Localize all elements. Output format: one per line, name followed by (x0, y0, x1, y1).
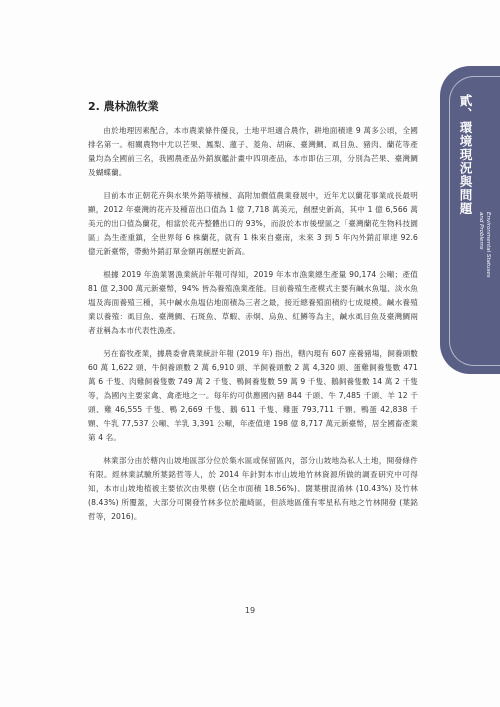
chapter-subtitle (475, 212, 491, 278)
main-content (88, 100, 418, 533)
section-heading: 2. 農林漁牧業 (88, 100, 159, 113)
chapter-title: 貳、環境現況與問題 (458, 94, 473, 216)
paragraph-livestock: 另在畜牧產業，據農委會農業統計年報 (2019 年) 指出，轄內現有 607 座養豬場，飼養頭數 60 萬 1,622 頭、牛飼養頭數 2 萬 6,910 頭、羊飼養頭數 2 萬 4,320 頭、蛋雞飼養隻數 471 萬 6 千隻、肉雞飼養隻數 749 萬 2 千隻、鴨飼養隻數 59 萬 9 千隻、鵝飼養隻數 14 萬 2 千隻等，為國內主要家禽、禽產地之一。每年約可供應國內豬 844 千頭、牛 7,485 千頭、羊 12 千頭、雞 46,555 千隻、鴨 2,669 千隻、鵝 611 千隻、雞蛋 793,711 千顆、鴨蛋 42,838 千顆、牛乳 77,537 公噸、羊乳 3,391 公噸，年產值達 198 億 8,717 萬元新臺幣，居全國畜產業第 4 名。 (88, 349, 418, 442)
page-number: 19 (244, 606, 256, 615)
paragraph-land: 由於地理因素配合，本市農業條件優良，土地平坦適合農作，耕地面積達 9 萬多公頃，全國排名第一。相關農物中尤以芒果、鳳梨、蓮子、菱角、胡麻、臺灣鯛、虱目魚、豬肉、蘭花等產量均為全國前三名，我國農產品外銷旗艦計畫中四項產品，本市即佔三項，分別為芒果、臺灣鯛及蝴蝶蘭。 (88, 126, 418, 177)
chapter-subtitle-line2: and Problems (478, 212, 484, 250)
paragraph-flowers: 目前本市正朝花卉與水果外銷等積極、高附加價值農業發展中，近年尤以蘭花事業成長最明顯，2012 年臺灣的花卉及種苗出口值為 1 億 7,718 萬美元，創歷史新高，其中 1 億 6,566 萬美元的出口值為蘭花，相當於花卉整體出口的 93%，而設於本市後壁區之「臺灣蘭花生物科技園區」為生產重鎮，全世界每 6 株蘭花，就有 1 株來自臺南，未來 3 到 5 年內外銷訂單達 92.6 億元新臺幣，帶動外銷訂單金額再創歷史新高。 (88, 191, 418, 256)
chapter-subtitle-line1: Environmental Statuses (485, 212, 491, 278)
paragraph-forestry: 林業部分由於轄內山坡地區部分位於集水區或保留區內，部分山坡地為私人土地，開發條件有限。經林業試驗所葉銘哲等人，於 2014 年針對本市山坡地竹林資源所做的調查研究中可得知，本市山坡地植被主要依次由果樹 (佔全市面積 18.56%)、闊葉樹混淆林 (10.43%) 及竹林 (8.43%) 所覆蓋，大部分可開發竹林多位於龍崎區，但該地區僅有零星私有地之竹林開發 (葉銘哲等，2016)。 (88, 456, 418, 521)
paragraph-fishery: 根據 2019 年漁業署漁業統計年報可得知，2019 年本市漁業總生產量 90,174 公噸；產值 81 億 2,300 萬元新臺幣，94% 皆為養殖漁業產能。目前養殖生產模式主要有鹹水魚塭、淡水魚塭及海面養殖三種，其中鹹水魚塭佔地面積為三者之最，接近總養殖面積約七成規模。鹹水養殖業以養殖：虱目魚、臺灣鯛、石斑魚、草蝦、赤烔、烏魚、紅鱒等為主，鹹水虱目魚及臺灣鯛兩者並稱為本市代表性漁產。 (88, 270, 418, 335)
